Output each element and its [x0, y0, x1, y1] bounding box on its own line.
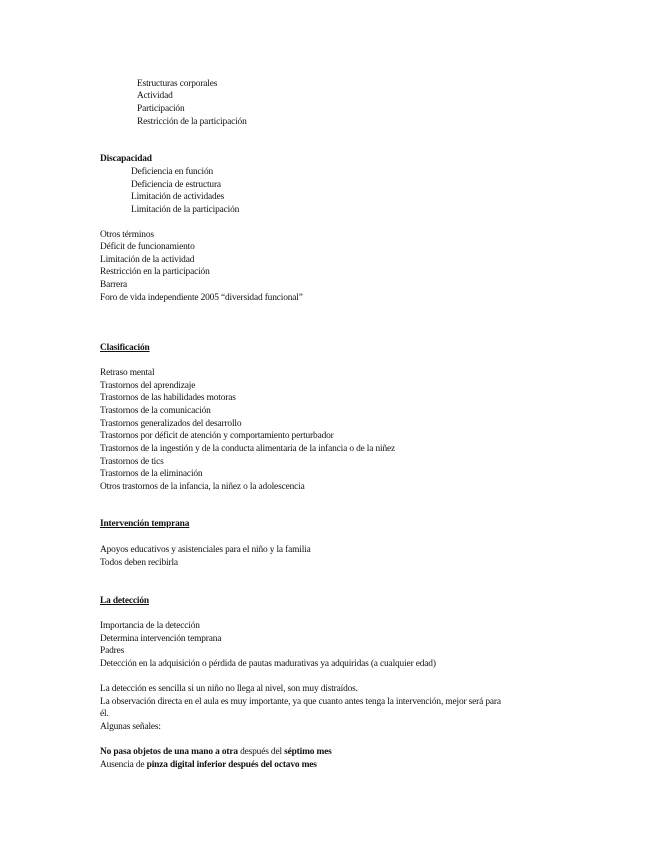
clasificacion-item: Trastornos por déficit de atención y comportamiento perturbador — [100, 431, 334, 441]
deteccion-line: Detección en la adquisición o pérdida de pautas madurativas ya adquiridas (a cualquier edad) — [100, 659, 436, 669]
deteccion-line: Determina intervención temprana — [100, 634, 222, 644]
signal-line-2 — [100, 759, 317, 771]
clasificacion-item: Trastornos de la ingestión y de la conducta alimentaria de la infancia o de la niñez — [100, 444, 396, 454]
deteccion-paragraph-line: La detección es sencilla si un niño no llega al nivel, son muy distraídos. — [100, 684, 358, 694]
deteccion-paragraph-line: Algunas señales: — [100, 722, 161, 732]
clasificacion-item: Retraso mental — [100, 368, 155, 378]
otros-line: Limitación de la actividad — [100, 255, 195, 265]
deteccion-line: Padres — [100, 646, 125, 656]
clasificacion-item: Trastornos generalizados del desarrollo — [100, 419, 242, 429]
intro-item: Estructuras corporales — [137, 79, 218, 89]
intro-item: Actividad — [137, 91, 173, 101]
otros-line: Foro de vida independiente 2005 “diversidad funcional” — [100, 293, 303, 303]
signal-2-text: Ausencia de — [100, 760, 147, 770]
clasificacion-item: Trastornos de tics — [100, 457, 164, 467]
intervencion-line: Todos deben recibirla — [100, 558, 178, 568]
deteccion-line: Importancia de la detección — [100, 621, 200, 631]
deteccion-paragraph-line: La observación directa en el aula es muy importante, ya que cuanto antes tenga la intervención, mejor será para — [100, 697, 501, 707]
otros-line: Barrera — [100, 280, 128, 290]
otros-line: Déficit de funcionamiento — [100, 242, 195, 252]
deteccion-paragraph-line: él. — [100, 709, 109, 719]
intro-item: Participación — [137, 104, 185, 114]
intro-item: Restricción de la participación — [137, 117, 247, 127]
discapacidad-item: Limitación de la participación — [131, 205, 240, 215]
signal-2-bold-part: pinza digital inferior después del octavo mes — [146, 760, 317, 770]
signal-1-text: después del — [237, 747, 285, 757]
intervencion-heading: Intervención temprana — [100, 519, 190, 529]
discapacidad-item: Deficiencia en función — [131, 167, 214, 177]
signal-1-bold-part: No pasa objetos de una mano a otra — [100, 747, 238, 757]
otros-line: Otros términos — [100, 230, 154, 240]
discapacidad-item: Limitación de actividades — [131, 192, 225, 202]
clasificacion-heading: Clasificación — [100, 343, 150, 353]
signal-1-bold-end: séptimo mes — [284, 747, 332, 757]
otros-line: Restricción en la participación — [100, 267, 210, 277]
discapacidad-heading: Discapacidad — [100, 154, 152, 164]
clasificacion-item: Trastornos de las habilidades motoras — [100, 393, 236, 403]
deteccion-heading: La detección — [100, 596, 149, 606]
discapacidad-item: Deficiencia de estructura — [131, 180, 221, 190]
signal-line-1 — [100, 746, 332, 758]
intervencion-line: Apoyos educativos y asistenciales para el niño y la familia — [100, 545, 311, 555]
clasificacion-item: Otros trastornos de la infancia, la niñez o la adolescencia — [100, 482, 305, 492]
clasificacion-item: Trastornos de la comunicación — [100, 406, 211, 416]
clasificacion-item: Trastornos del aprendizaje — [100, 381, 196, 391]
clasificacion-item: Trastornos de la eliminación — [100, 469, 203, 479]
